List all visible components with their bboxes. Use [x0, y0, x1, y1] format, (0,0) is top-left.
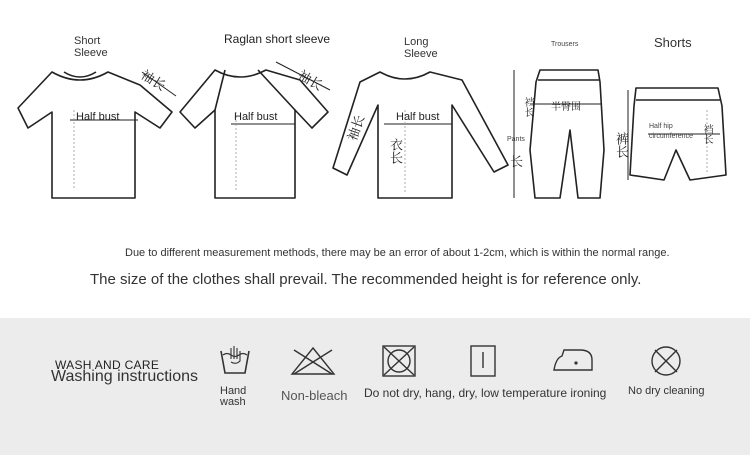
washing-instructions-heading — [51, 369, 198, 384]
short-sleeve-bust-label: Half bust — [76, 111, 120, 123]
no-dry-clean-icon — [649, 344, 683, 378]
wash-care-heading: WASH AND CARE — [55, 358, 160, 372]
trousers-hip-label: 半臀围 — [551, 102, 581, 113]
shorts-hip-label: Half hip circumference — [649, 123, 693, 140]
raglan-bust-label: Half bust — [234, 111, 278, 123]
long-sleeve-title: Long Sleeve — [404, 36, 438, 60]
shorts-title: Shorts — [654, 35, 692, 50]
shorts-length-label: 裤长 — [614, 132, 629, 158]
short-sleeve-length-label: 袖长 — [138, 67, 169, 94]
trousers-pants-label: Pants — [507, 136, 525, 143]
non-bleach-icon — [290, 346, 336, 376]
short-sleeve-shirt — [18, 72, 172, 198]
size-prevail-note: The size of the clothes shall prevail. The recommended height is for reference only. — [90, 271, 642, 288]
raglan-title: Raglan short sleeve — [224, 32, 331, 46]
long-sleeve-length-label: 衣长 — [388, 138, 403, 164]
drying-ironing-label: Do not dry, hang, dry, low temperature ironing — [364, 386, 607, 400]
no-tumble-dry-icon — [381, 344, 417, 378]
trousers-title: Trousers — [551, 41, 579, 48]
hang-dry-icon — [469, 344, 497, 378]
raglan-shirt — [180, 70, 328, 198]
trousers — [530, 70, 604, 198]
shorts-side-label: 裆长 — [701, 124, 712, 144]
hand-wash-label: Hand wash — [220, 385, 247, 408]
measurement-note: Due to different measurement methods, there may be an error of about 1-2cm, which is within the normal range. — [125, 247, 670, 259]
short-sleeve-title: Short Sleeve — [74, 35, 108, 59]
trousers-side-label: 裆长 — [522, 97, 533, 117]
long-sleeve-bust-label: Half bust — [396, 111, 440, 123]
non-bleach-label: Non-bleach — [281, 388, 348, 403]
washing-instructions-text: Washing instructions — [51, 368, 199, 385]
no-dry-clean-label: No dry cleaning — [628, 385, 705, 397]
hand-wash-icon — [219, 345, 251, 375]
long-sleeve-sleeve-label: 袖长 — [344, 113, 368, 143]
trousers-length-label: 长 — [510, 154, 524, 169]
low-iron-icon — [550, 346, 596, 374]
raglan-sleeve-label: 袖长 — [295, 67, 326, 94]
